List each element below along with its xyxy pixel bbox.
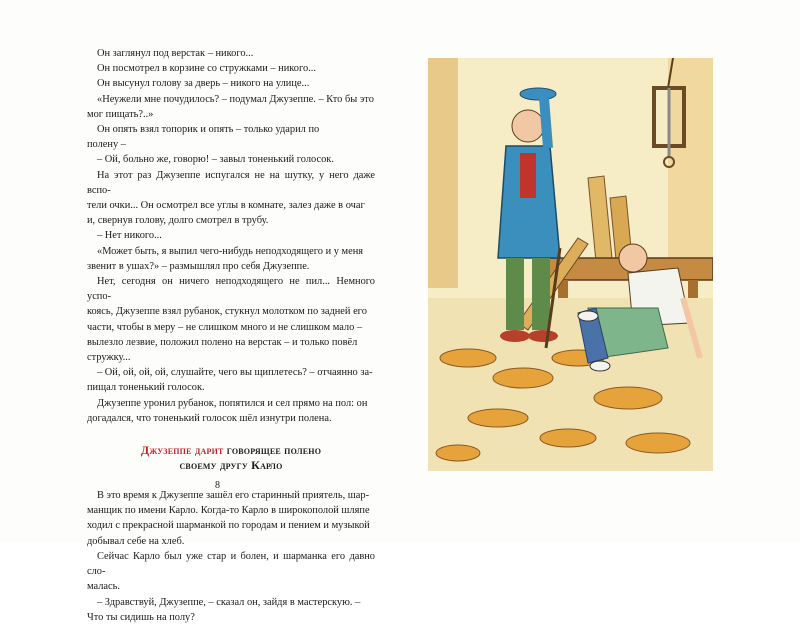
- text-line: «Неужели мне почудилось? – подумал Джузеппе. – Кто бы это: [97, 93, 374, 105]
- text-line: В это время к Джузеппе зашёл его старинный приятель, шар-: [97, 490, 370, 502]
- text-line: тели очки... Он осмотрел все углы в комнате, залез даже в очаг: [87, 200, 365, 212]
- text-line: Он посмотрел в корзине со стружками – никого...: [97, 63, 316, 75]
- text-line: части, чтобы в меру – не слишком много и не слишком мало –: [87, 321, 363, 333]
- text-line: – Здравствуй, Джузеппе, – сказал он, зайдя в мастерскую. –: [97, 596, 361, 608]
- text-line: – Ой, больно же, говорю! – завыл тоненький голосок.: [97, 154, 334, 166]
- text-line: Нет, сегодня он ничего неподходящего не пил... Немного успо-: [87, 276, 375, 303]
- illustration: [428, 58, 713, 471]
- text-line: и, свернув голову, долго смотрел в трубу.: [87, 215, 269, 227]
- text-block: [87, 46, 375, 625]
- chapter-title: [87, 443, 375, 473]
- text-line: Он опять взял топорик и опять – только ударил по: [97, 124, 320, 136]
- text-line: стружку...: [87, 352, 131, 364]
- chapter-title-rest: говорящее полено: [223, 443, 322, 458]
- text-line: – Нет никого...: [97, 230, 162, 242]
- text-line: Джузеппе уронил рубанок, попятился и сел прямо на пол: он: [97, 397, 368, 409]
- workshop-illustration: [428, 58, 713, 471]
- left-page: [0, 0, 400, 623]
- text-line: – Ой, ой, ой, ой, слушайте, чего вы щиплетесь? – отчаянно за-: [97, 367, 373, 379]
- text-line: Что ты сидишь на полу?: [87, 611, 195, 623]
- text-line: догадался, что тоненький голосок шёл изнутри полена.: [87, 412, 332, 424]
- text-after-title: [87, 488, 375, 625]
- page-number: 8: [215, 480, 220, 491]
- text-line: На этот раз Джузеппе испугался не на шутку, у него даже вспо-: [87, 169, 375, 196]
- chapter-title-line2: своему другу Карло: [179, 458, 283, 473]
- chapter-title-red: Джузеппе дарит: [140, 443, 224, 458]
- text-line: полену –: [87, 139, 126, 151]
- text-line: Сейчас Карло был уже стар и болен, и шарманка его давно сло-: [87, 550, 375, 578]
- text-line: звенит в ушах?» – размышлял про себя Джузеппе.: [87, 260, 310, 272]
- text-line: добывал себе на хлеб.: [87, 535, 185, 547]
- text-line: «Может быть, я выпил чего-нибудь неподходящего и у меня: [97, 245, 364, 257]
- text-line: манщик по имени Карло. Когда-то Карло в широкополой шляпе: [87, 505, 370, 517]
- text-line: ходил с прекрасной шарманкой по городам и пением и музыкой: [87, 520, 370, 532]
- text-line: пищал тоненький голосок.: [87, 382, 205, 394]
- text-before-title: [87, 46, 375, 426]
- text-line: Он заглянул под верстак – никого...: [97, 48, 254, 59]
- text-line: вылезло лезвие, положил полено на верстак – и только повёл: [87, 336, 358, 348]
- text-line: Он высунул голову за дверь – никого на улице...: [97, 78, 310, 90]
- text-line: коясь, Джузеппе взял рубанок, стукнул молотком по задней его: [87, 306, 367, 318]
- text-line: малась.: [87, 581, 120, 593]
- text-line: мог пищать?..»: [87, 108, 154, 120]
